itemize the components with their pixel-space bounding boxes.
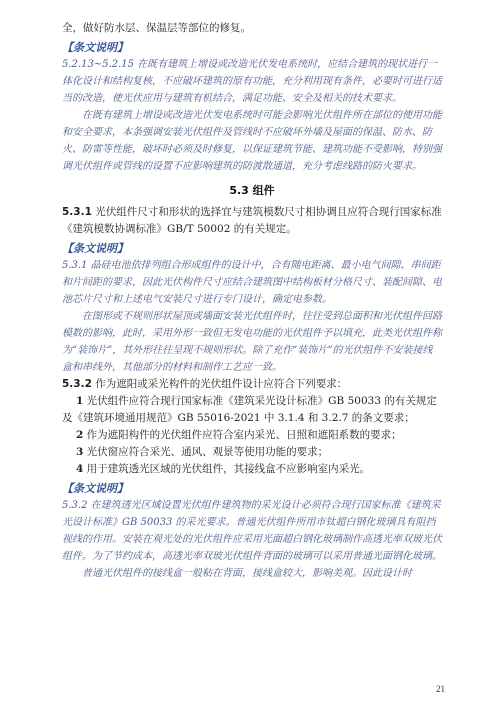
item-number: 1 <box>76 395 84 407</box>
note1-paragraph-2: 在既有建筑上增设或改造光伏发电系统时可能会影响光伏组件所在部位的使用功能和安全要求，本条强调安装光伏组件及管线时不应破坏外墙及屋面的保温、防水、防火、防雷等性能，破坏时必须及时修复，以保证建筑节能、建筑功能不受影响，特别强调光伏组件或管线的设置不应影响建筑的防渡散通道，充分考虑线路的防火要求。 <box>62 110 442 172</box>
clause-5-3-1-text: 光伏组件尺寸和形状的选择宜与建筑模数尺寸相协调且应符合现行国家标准《建筑模数协调标准》GB/T 50002 的有关规定。 <box>62 206 442 235</box>
note3-paragraph-2: 普通光伏组件的接线盒一般粘在背面，接线盒较大，影响美观。因此设计时 <box>82 568 412 579</box>
note1-paragraph-1: 5.2.13~5.2.15 在既有建筑上增设或改造光伏发电系统时，应结合建筑的现状进行一体化设计和结构复核，不应破坏建筑的原有功能，充分利用现有条件，必要时可进行适当的改造，使光伏应用与建筑有机结合，满足功能、安全及相关的技术要求。 <box>62 59 442 104</box>
item-number: 3 <box>76 446 84 458</box>
note-label-1: 【条文说明】 <box>62 41 128 54</box>
note2-paragraph-2: 在图形或不规则形状屋顶或墙面安装光伏组件时，往往受到总面积和光伏组件回路模数的影响，此时，采用外形一致但无发电功能的光伏组件予以填充，此类光伏组件称为“装饰片”，其外形往往呈现不规则形状。除了充作“装饰片”的光伏组件不安装接线盒和串线外，其他部分的材料和制作工艺应一致。 <box>62 311 442 373</box>
clause-5-3-2-number: 5.3.2 <box>62 378 92 390</box>
page-content <box>62 20 442 582</box>
clause-5-3-2-item-1 <box>62 393 442 427</box>
note-label-3: 【条文说明】 <box>62 482 128 495</box>
item-text: 用于建筑透光区域的光伏组件，其接线盒不应影响室内采光。 <box>86 463 371 475</box>
clause-5-3-1-number: 5.3.1 <box>62 206 92 218</box>
clause-5-3-2-text: 作为遮阳或采光构件的光伏组件设计应符合下列要求： <box>95 378 348 390</box>
clause-5-3-2 <box>62 376 442 393</box>
item-number: 2 <box>76 429 84 441</box>
clause-5-3-2-item-3 <box>62 444 442 461</box>
note3-paragraph-1: 5.3.2 在建筑透光区域设置光伏组件建筑物的采光设计必须符合现行国家标准《建筑采光设计标准》GB 50033 的采光要求。普通光伏组件所用市钛超白钢化玻璃具有阻挡视线的作用。安装在观光处的光伏组件应采用光面超白钢化玻璃制作高透光率双玻光伏组件。为了节约成本，高透光率双玻光伏组件背面的玻璃可以采用普通光面钢化玻璃。 <box>62 500 442 562</box>
item-text: 光伏窗应符合采光、通风、观景等使用功能的要求； <box>86 446 329 458</box>
note2-paragraph-1: 5.3.1 晶硅电池依排列组合形成组件的设计中，合有随电距离、最小电气间隙、串间距和片间距的要求，因此光伏构件尺寸应结合建筑图中结构板材分格尺寸、装配间隙、电池芯片尺寸和上述电气安装尺寸进行专门设计，确定电参数。 <box>62 260 442 305</box>
clause-5-3-1 <box>62 204 442 238</box>
clause-5-3-2-item-4 <box>62 461 442 478</box>
clause-5-3-2-item-2 <box>62 427 442 444</box>
item-number: 4 <box>76 463 84 475</box>
continued-text: 全，做好防水层、保温层等部位的修复。 <box>62 22 251 34</box>
item-text: 作为遮阳构件的光伏组件应符合室内采光、日照和遮阳系数的要求； <box>86 429 402 441</box>
item-text: 光伏组件应符合现行国家标准《建筑采光设计标准》GB 50033 的有关规定及《建筑环境通用规范》GB 55016-2021 中 3.1.4 和 3.2.7 的条文要求； <box>62 395 437 424</box>
note-label-2: 【条文说明】 <box>62 242 128 255</box>
section-title: 5.3 组件 <box>229 184 275 197</box>
page-number: 21 <box>436 684 445 694</box>
